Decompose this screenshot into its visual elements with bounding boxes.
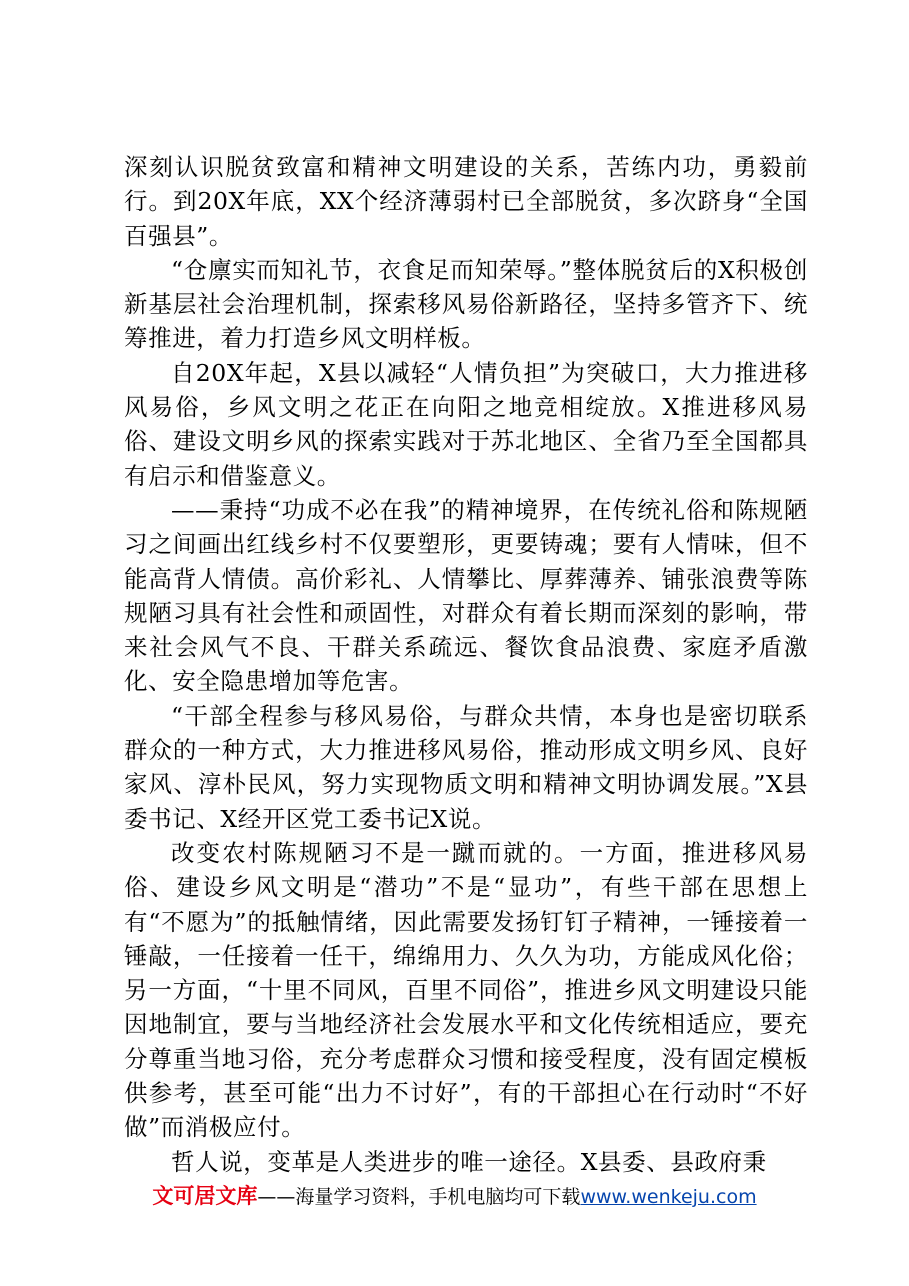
paragraph-5: “干部全程参与移风易俗，与群众共情，本身也是密切联系群众的一种方式，大力推进移风易俗，推动形成文明乡风、良好家风、淳朴民风，努力实现物质文明和精神文明协调发展。”X县委书记、X经开区党工委书记X说。: [124, 701, 808, 833]
paragraph-6: 改变农村陈规陋习不是一蹴而就的。一方面，推进移风易俗、建设乡风文明是“潜功”不是“显功”，有些干部在思想上有“不愿为”的抵触情绪，因此需要发扬钉钉子精神，一锤接着一锤敲，一任接着一任干，绵绵用力、久久为功，方能成风化俗；另一方面，“十里不同风，百里不同俗”，推进乡风文明建设只能因地制宜，要与当地经济社会发展水平和文化传统相适应，要充分尊重当地习俗，充分考虑群众习惯和接受程度，没有固定模板供参考，甚至可能“出力不讨好”，有的干部担心在行动时“不好做”而消极应付。: [124, 838, 808, 1142]
footer-slogan: ——海量学习资料，手机电脑均可下载: [257, 1186, 581, 1208]
paragraph-7: 哲人说，变革是人类进步的唯一途径。X县委、县政府秉: [171, 1147, 767, 1176]
document-body: [124, 150, 808, 1179]
paragraph-2: “仓廪实而知礼节，衣食足而知荣辱。”整体脱贫后的X积极创新基层社会治理机制，探索移风易俗新路径，坚持多管齐下、统筹推进，着力打造乡风文明样板。: [124, 255, 808, 353]
footer-site-link[interactable]: www.wenkeju.com: [580, 1186, 757, 1208]
paragraph-4: ——秉持“功成不必在我”的精神境界，在传统礼俗和陈规陋习之间画出红线乡村不仅要塑形，更要铸魂；要有人情味，但不能高背人情债。高价彩礼、人情攀比、厚葬薄养、铺张浪费等陈规陋习具有社会性和顽固性，对群众有着长期而深刻的影响，带来社会风气不良、干群关系疏远、餐饮食品浪费、家庭矛盾激化、安全隐患增加等危害。: [124, 495, 808, 696]
footer-brand: 文可居文库: [152, 1184, 258, 1208]
paragraph-3: 自20X年起，X县以减轻“人情负担”为突破口，大力推进移风易俗，乡风文明之花正在向阳之地竞相绽放。X推进移风易俗、建设文明乡风的探索实践对于苏北地区、全省乃至全国都具有启示和借鉴意义。: [124, 358, 808, 490]
paragraph-1: 深刻认识脱贫致富和精神文明建设的关系，苦练内功，勇毅前行。到20X年底，XX个经济薄弱村已全部脱贫，多次跻身“全国百强县”。: [124, 153, 808, 250]
footer-banner: [0, 1182, 909, 1211]
